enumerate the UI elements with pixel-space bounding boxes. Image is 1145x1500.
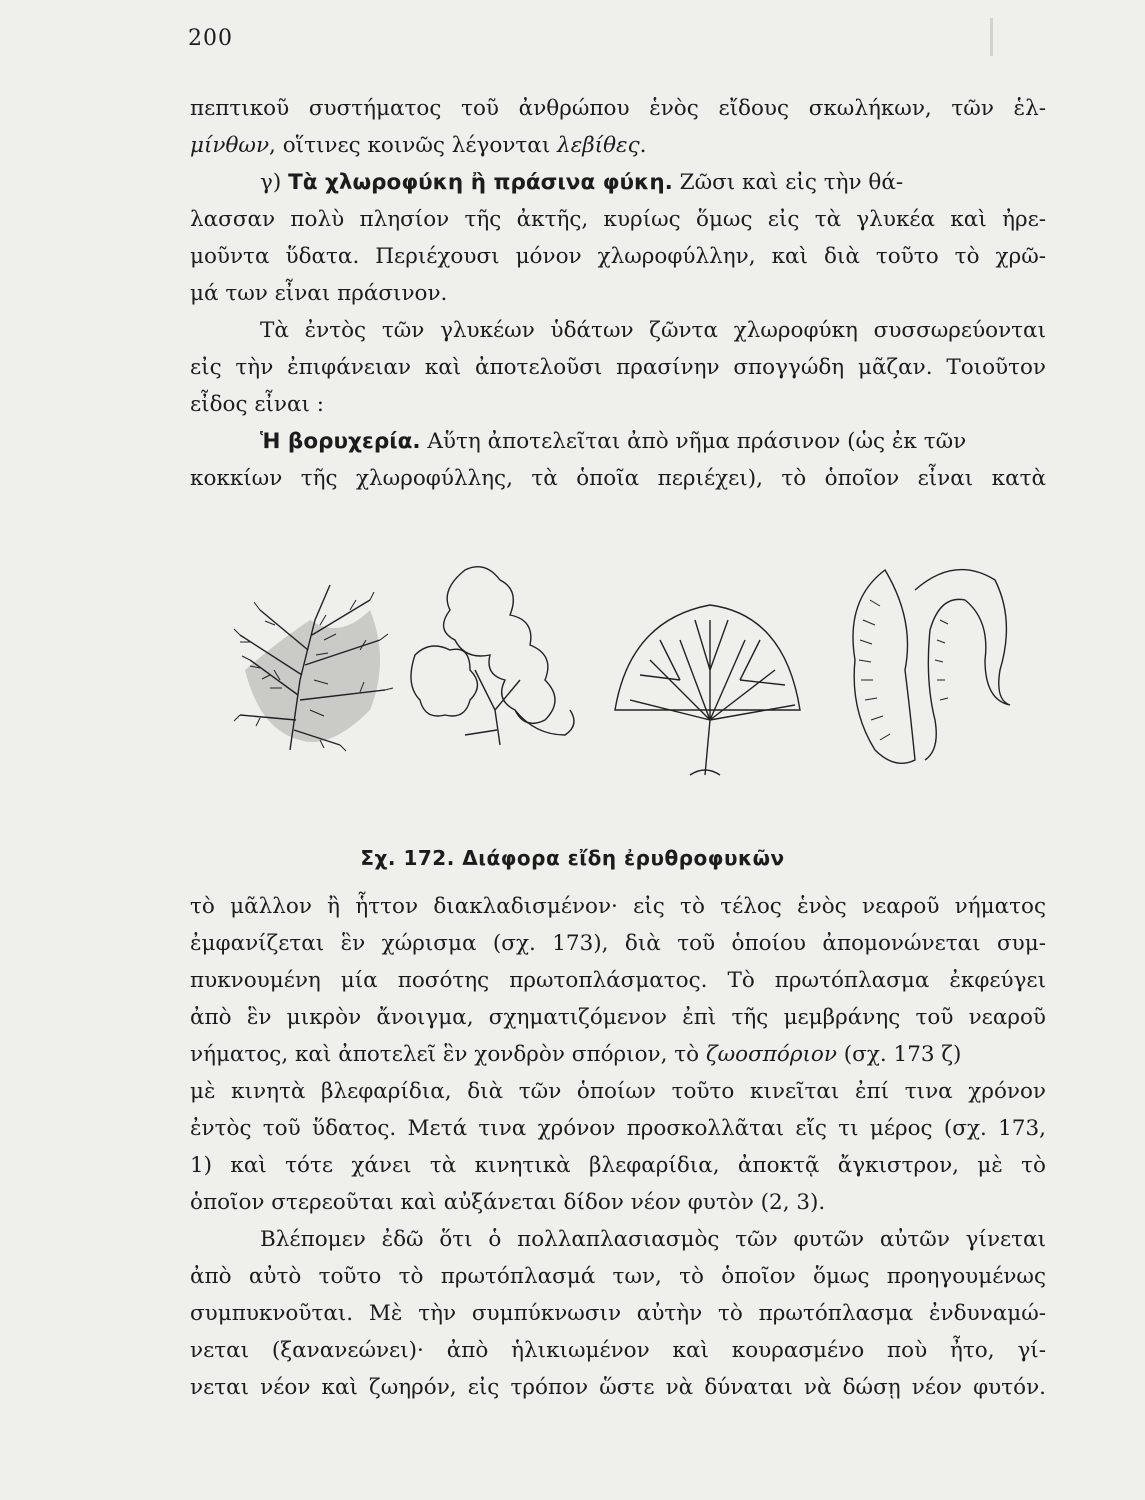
text-fragment: , οἵτινες κοινῶς λέγονται xyxy=(269,133,558,158)
text-line: μοῦντα ὕδατα. Περιέχουσι μόνον χλωροφύλλην, καὶ διὰ τοῦτο τὸ χρῶ- xyxy=(190,244,1046,269)
figure-caption: Σχ. 172. Διάφορα εἴδη ἐρυθροφυκῶν xyxy=(360,846,785,870)
fan-seaweed-icon xyxy=(615,605,800,775)
text-line: ἀπὸ αὐτὸ τοῦτο τὸ πρωτόπλασμά των, τὸ ὁποῖον ὅμως προηγουμένως xyxy=(190,1264,1046,1289)
text-fragment: . xyxy=(639,133,647,158)
text-line: ἀπὸ ἓν μικρὸν ἄνοιγμα, σχηματιζόμενον ἐπὶ τῆς μεμβράνης τοῦ νεαροῦ xyxy=(190,1005,1046,1030)
top-paragraphs xyxy=(190,90,1046,497)
text-line: Τὰ ἐντὸς τῶν γλυκέων ὑδάτων ζῶντα χλωροφύκη συσσωρεύονται xyxy=(260,318,1046,343)
italic-term: λεβίθες xyxy=(557,133,640,158)
text-line: τὸ μᾶλλον ἢ ἧττον διακλαδισμένον· εἰς τὸ τέλος ἑνὸς νεαροῦ νήματος xyxy=(190,894,1046,919)
text-fragment: Αὕτη ἀποτελεῖται ἀπὸ νῆμα πράσινον (ὡς ἐκ τῶν xyxy=(420,429,967,454)
text-line: συμπυκνοῦται. Μὲ τὴν συμπύκνωσιν αὐτὴν τὸ πρωτόπλασμα ἐνδυναμώ- xyxy=(190,1301,1046,1326)
seaweed-figure xyxy=(210,560,1050,810)
text-line: κοκκίων τῆς χλωροφύλλης, τὰ ὁποῖα περιέχει), τὸ ὁποῖον εἶναι κατὰ xyxy=(190,466,1046,491)
text-line: εἶδος εἶναι : xyxy=(190,392,324,417)
section-marker: γ) xyxy=(260,170,289,195)
italic-term: ζωοσπόριον xyxy=(705,1042,837,1067)
subheading-line xyxy=(190,423,1046,460)
bottom-paragraphs xyxy=(190,888,1046,1406)
italic-term: μίνθων xyxy=(190,133,270,158)
text-fragment: νήματος, καὶ ἀποτελεῖ ἓν χονδρὸν σπόριον, τὸ xyxy=(190,1042,706,1067)
scan-mark xyxy=(990,18,993,56)
text-line: νεται (ξανανεώνει)· ἀπὸ ἡλικιωμένον καὶ κουρασμένο ποὺ ἦτο, γί- xyxy=(190,1338,1046,1363)
text-line: 1) καὶ τότε χάνει τὰ κινητικὰ βλεφαρίδια, ἀποκτᾷ ἄγκιστρον, μὲ τὸ xyxy=(190,1153,1046,1178)
section-heading-line xyxy=(190,164,1046,201)
text-line: ἐμφανίζεται ἓν χώρισμα (σχ. 173), διὰ τοῦ ὁποίου ἀπομονώνεται συμ- xyxy=(190,931,1046,956)
text-line: μὲ κινητὰ βλεφαρίδια, διὰ τῶν ὁποίων τοῦτο κινεῖται ἐπί τινα χρόνον xyxy=(190,1079,1046,1104)
text-fragment: (σχ. 173 ζ) xyxy=(836,1042,962,1067)
text-line xyxy=(190,1036,1046,1073)
text-line: μά των εἶναι πράσινον. xyxy=(190,281,448,306)
fern-seaweed-icon xyxy=(234,585,393,751)
text-line: λασσαν πολὺ πλησίον τῆς ἀκτῆς, κυρίως ὅμως εἰς τὰ γλυκέα καὶ ἠρε- xyxy=(190,207,1046,232)
section-heading: Τὰ χλωροφύκη ἢ πράσινα φύκη. xyxy=(288,170,673,195)
text-line: Βλέπομεν ἐδῶ ὅτι ὁ πολλαπλασιασμὸς τῶν φυτῶν αὐτῶν γίνεται xyxy=(260,1227,1046,1252)
lobed-seaweed-icon xyxy=(411,567,574,745)
page-number: 200 xyxy=(188,26,233,51)
ribbon-seaweed-icon xyxy=(853,570,1010,764)
text-line: νεται νέον καὶ ζωηρόν, εἰς τρόπον ὥστε νὰ δύναται νὰ δώσῃ νέον φυτόν. xyxy=(190,1375,1046,1400)
text-line xyxy=(190,127,1046,164)
subheading: Ἡ βορυχερία. xyxy=(260,429,421,454)
text-line: εἰς τὴν ἐπιφάνειαν καὶ ἀποτελοῦσι πρασίνην σπογγώδη μᾶζαν. Τοιοῦτον xyxy=(190,355,1046,380)
text-line: πεπτικοῦ συστήματος τοῦ ἀνθρώπου ἑνὸς εἴδους σκωλήκων, τῶν ἑλ- xyxy=(190,96,1046,121)
text-fragment: Ζῶσι καὶ εἰς τὴν θά- xyxy=(672,170,904,195)
text-line: πυκνουμένη μία ποσότης πρωτοπλάσματος. Τὸ πρωτόπλασμα ἐκφεύγει xyxy=(190,968,1046,993)
text-line: ὁποῖον στερεοῦται καὶ αὐξάνεται δίδον νέον φυτὸν (2, 3). xyxy=(190,1190,826,1215)
text-line: ἐντὸς τοῦ ὕδατος. Μετά τινα χρόνον προσκολλᾶται εἴς τι μέρος (σχ. 173, xyxy=(190,1116,1046,1141)
